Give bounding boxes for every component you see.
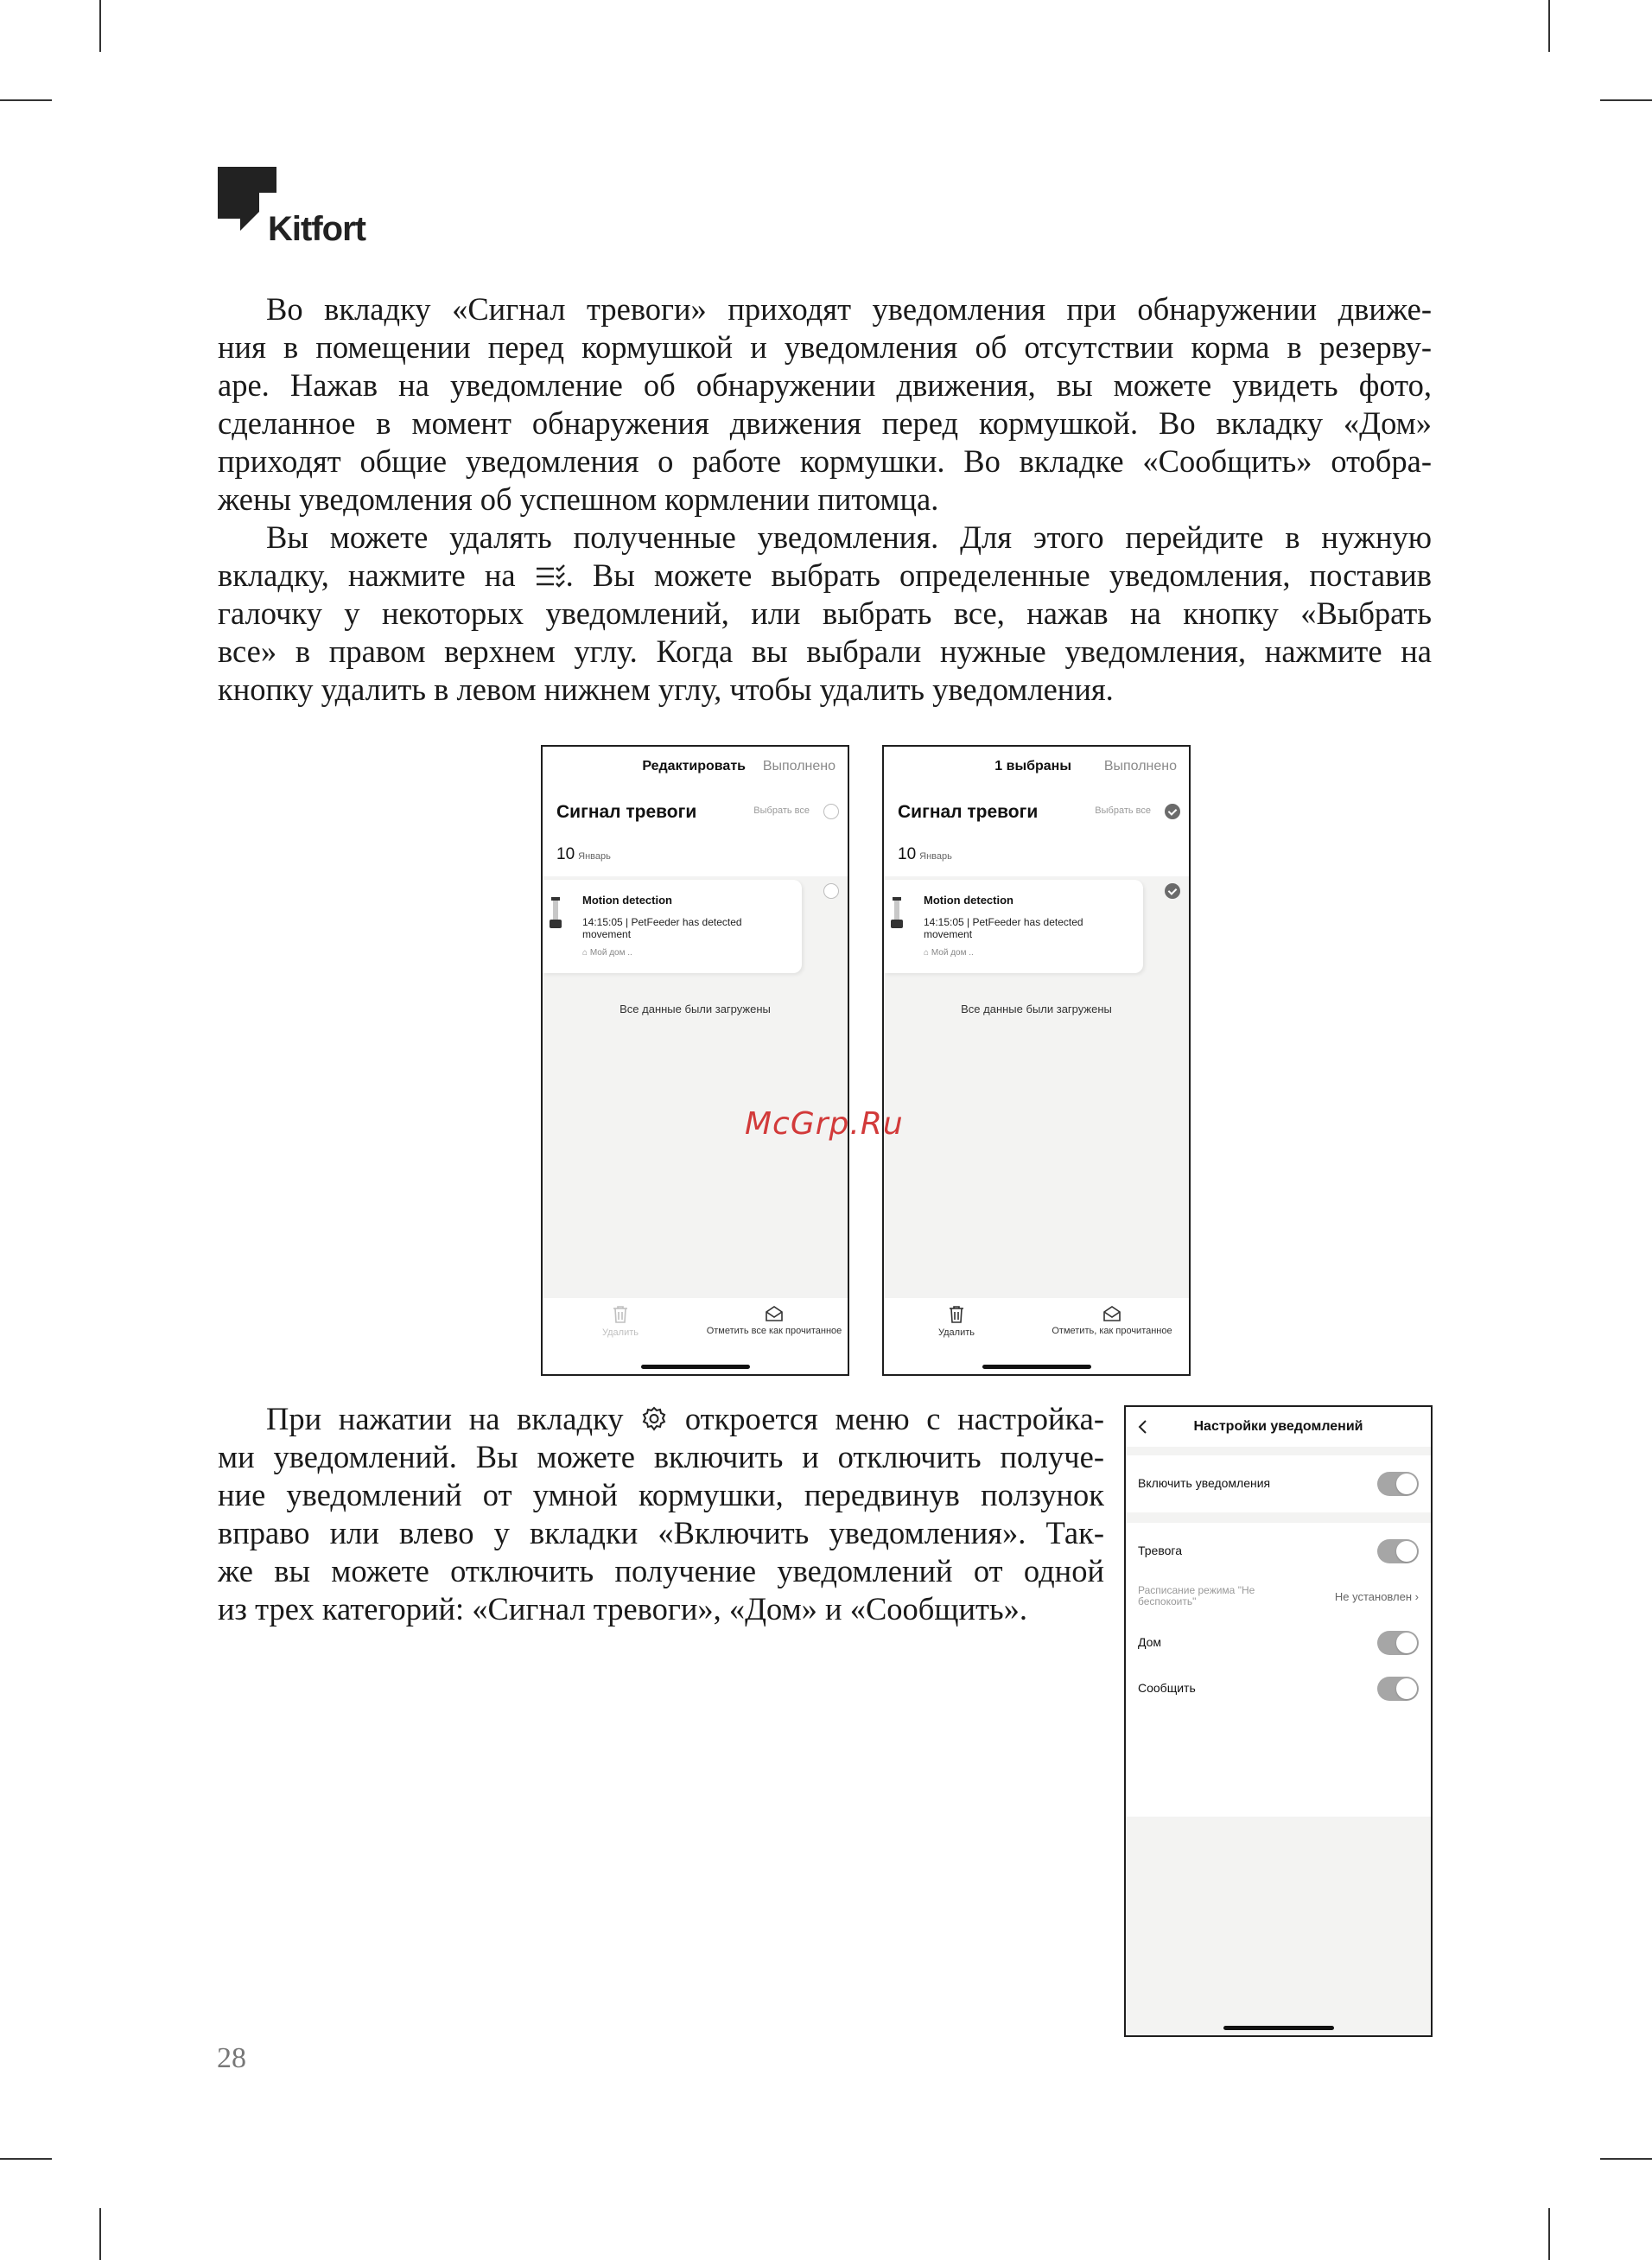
brand-name: Kitfort bbox=[268, 210, 365, 248]
home-icon: ⌂ bbox=[924, 948, 930, 958]
text-line: жены уведомления об успешном кормлении питомца. bbox=[218, 481, 939, 517]
body-text-top bbox=[218, 290, 1432, 709]
screen-title: Сигнал тревоги bbox=[898, 802, 1039, 822]
text-line-with-icon bbox=[218, 1400, 1104, 1438]
done-button[interactable]: Выполнено bbox=[1103, 759, 1177, 773]
select-all-checkbox[interactable] bbox=[1165, 804, 1180, 819]
alarm-label: Тревога bbox=[1138, 1544, 1182, 1557]
done-button[interactable]: Выполнено bbox=[762, 759, 836, 773]
paragraph-1 bbox=[218, 290, 1432, 519]
phone-action-bar bbox=[543, 1298, 848, 1374]
phone-header bbox=[884, 792, 1189, 876]
notification-body: 14:15:05 | PetFeeder has detected movement bbox=[924, 916, 1083, 940]
trash-icon bbox=[612, 1305, 629, 1324]
chevron-right-icon: › bbox=[1414, 1590, 1419, 1603]
page-number: 28 bbox=[217, 2042, 246, 2074]
text-line: ния в помещении перед кормушкой и уведомления об отсутствии корма в резерву- bbox=[218, 329, 1432, 365]
date-day: 10 bbox=[556, 845, 575, 863]
paragraph-2 bbox=[218, 519, 1432, 709]
text-line: аре. Нажав на уведомление об обнаружении движения, вы можете увидеть фото, bbox=[218, 367, 1432, 403]
crop-mark bbox=[0, 2158, 52, 2160]
open-envelope-icon bbox=[765, 1305, 784, 1322]
text-line: все» в правом верхнем углу. Когда вы выбрали нужные уведомления, нажмите на bbox=[218, 633, 1432, 669]
brand-logo bbox=[218, 167, 391, 250]
crop-mark bbox=[1548, 0, 1550, 52]
delete-label: Удалить bbox=[938, 1327, 975, 1338]
phone-screenshot-edit bbox=[541, 745, 849, 1376]
delete-button[interactable] bbox=[586, 1305, 655, 1338]
text-line: же вы можете отключить получение уведомлений от одной bbox=[218, 1553, 1104, 1588]
watermark: McGrp.Ru bbox=[745, 1106, 904, 1142]
home-indicator bbox=[1223, 2026, 1334, 2030]
enable-notifications-label: Включить уведомления bbox=[1138, 1476, 1271, 1490]
text-line-with-icon bbox=[169, 557, 1432, 595]
select-all-checkbox[interactable] bbox=[823, 804, 839, 819]
crop-mark bbox=[1600, 99, 1652, 101]
selected-count: 1 выбраны bbox=[994, 759, 1071, 773]
pet-feeder-icon bbox=[550, 897, 562, 928]
notification-home bbox=[924, 948, 974, 958]
phone-screenshot-settings bbox=[1124, 1405, 1433, 2037]
home-category-toggle[interactable] bbox=[1377, 1631, 1419, 1655]
date-heading bbox=[898, 845, 952, 864]
text-line: ми уведомлений. Вы можете включить и отключить получе- bbox=[218, 1439, 1104, 1474]
text-line: вправо или влево у вкладки «Включить уведомления». Так- bbox=[218, 1515, 1104, 1550]
open-envelope-icon bbox=[1102, 1305, 1121, 1322]
notification-title: Motion detection bbox=[582, 894, 672, 907]
body-text-bottom bbox=[218, 1400, 1104, 1628]
text-line: приходят общие уведомления о работе кормушки. Во вкладке «Сообщить» отобра- bbox=[218, 443, 1432, 479]
mark-all-read-button[interactable] bbox=[698, 1305, 849, 1336]
mark-read-button[interactable] bbox=[1036, 1305, 1188, 1336]
home-category-label: Дом bbox=[1138, 1635, 1162, 1649]
loaded-status: Все данные были загружены bbox=[961, 1003, 1112, 1015]
screen-title: Сигнал тревоги bbox=[556, 802, 697, 822]
pet-feeder-icon bbox=[891, 897, 903, 928]
edit-list-icon bbox=[535, 563, 566, 589]
enable-notifications-toggle[interactable] bbox=[1377, 1472, 1419, 1496]
text-segment: . Вы можете выбрать определенные уведомления, поставив bbox=[565, 557, 1433, 593]
crop-mark bbox=[99, 0, 101, 52]
dnd-value-text: Не установлен bbox=[1334, 1590, 1413, 1603]
gear-icon bbox=[640, 1405, 668, 1433]
select-all-button[interactable]: Выбрать все bbox=[1095, 805, 1151, 816]
crop-mark bbox=[99, 2208, 101, 2260]
home-label: Мой дом .. bbox=[589, 948, 632, 958]
home-icon: ⌂ bbox=[582, 948, 588, 958]
text-line: Во вкладку «Сигнал тревоги» приходят уведомления при обнаружении движе- bbox=[266, 291, 1432, 327]
dnd-schedule-label[interactable]: Расписание режима "Не беспокоить" bbox=[1138, 1584, 1255, 1607]
mark-read-label: Отметить, как прочитанное bbox=[1052, 1326, 1172, 1336]
text-line: сделанное в момент обнаружения движения перед кормушкой. Во вкладку «Дом» bbox=[218, 405, 1432, 441]
notification-checkbox[interactable] bbox=[823, 883, 839, 899]
settings-group-categories bbox=[1126, 1523, 1431, 1817]
date-month: Январь bbox=[919, 851, 952, 862]
report-category-label: Сообщить bbox=[1138, 1681, 1196, 1695]
select-all-button[interactable]: Выбрать все bbox=[753, 805, 810, 816]
crop-mark bbox=[1600, 2158, 1652, 2160]
phone-screenshot-selected bbox=[882, 745, 1191, 1376]
settings-header bbox=[1126, 1407, 1431, 1447]
phone-header bbox=[543, 792, 848, 876]
text-segment: При нажатии на вкладку bbox=[266, 1401, 624, 1436]
text-segment: откроется меню с настройка- bbox=[684, 1401, 1105, 1436]
paragraph-3 bbox=[218, 1400, 1104, 1628]
text-line: ние уведомлений от умной кормушки, передвинув ползунок bbox=[218, 1477, 1104, 1512]
notification-card[interactable] bbox=[543, 880, 802, 973]
phone-action-bar bbox=[884, 1298, 1189, 1374]
home-label: Мой дом .. bbox=[931, 948, 974, 958]
notification-checkbox[interactable] bbox=[1165, 883, 1180, 899]
text-line: кнопку удалить в левом нижнем углу, чтобы удалить уведомления. bbox=[218, 672, 1114, 707]
dnd-schedule-value[interactable] bbox=[1335, 1590, 1419, 1603]
settings-group-main bbox=[1126, 1455, 1431, 1512]
phone-topbar bbox=[543, 747, 848, 792]
text-line: из трех категорий: «Сигнал тревоги», «Дом» и «Сообщить». bbox=[218, 1591, 1027, 1627]
notification-home bbox=[582, 948, 632, 958]
text-segment: вкладку, нажмите на bbox=[218, 557, 516, 593]
delete-label: Удалить bbox=[602, 1327, 639, 1338]
settings-title: Настройки уведомлений bbox=[1193, 1419, 1363, 1434]
home-indicator bbox=[641, 1365, 750, 1369]
notification-body: 14:15:05 | PetFeeder has detected movement bbox=[582, 916, 742, 940]
alarm-toggle[interactable] bbox=[1377, 1539, 1419, 1563]
report-category-toggle[interactable] bbox=[1377, 1677, 1419, 1701]
text-line: галочку у некоторых уведомлений, или выбрать все, нажав на кнопку «Выбрать bbox=[218, 595, 1432, 631]
notification-card[interactable] bbox=[884, 880, 1143, 973]
loaded-status: Все данные были загружены bbox=[620, 1003, 771, 1015]
trash-icon bbox=[948, 1305, 965, 1324]
crop-mark bbox=[0, 99, 52, 101]
date-heading bbox=[556, 845, 611, 864]
date-month: Январь bbox=[578, 851, 611, 862]
date-day: 10 bbox=[898, 845, 917, 863]
edit-button[interactable]: Редактировать bbox=[642, 759, 746, 773]
home-indicator bbox=[982, 1365, 1091, 1369]
phone-topbar bbox=[884, 747, 1189, 792]
mark-all-read-label: Отметить все как прочитанное bbox=[706, 1326, 842, 1336]
crop-mark bbox=[1548, 2208, 1550, 2260]
delete-button[interactable] bbox=[922, 1305, 991, 1338]
notification-title: Motion detection bbox=[924, 894, 1013, 907]
text-line: Вы можете удалять полученные уведомления. Для этого перейдите в нужную bbox=[266, 519, 1432, 555]
